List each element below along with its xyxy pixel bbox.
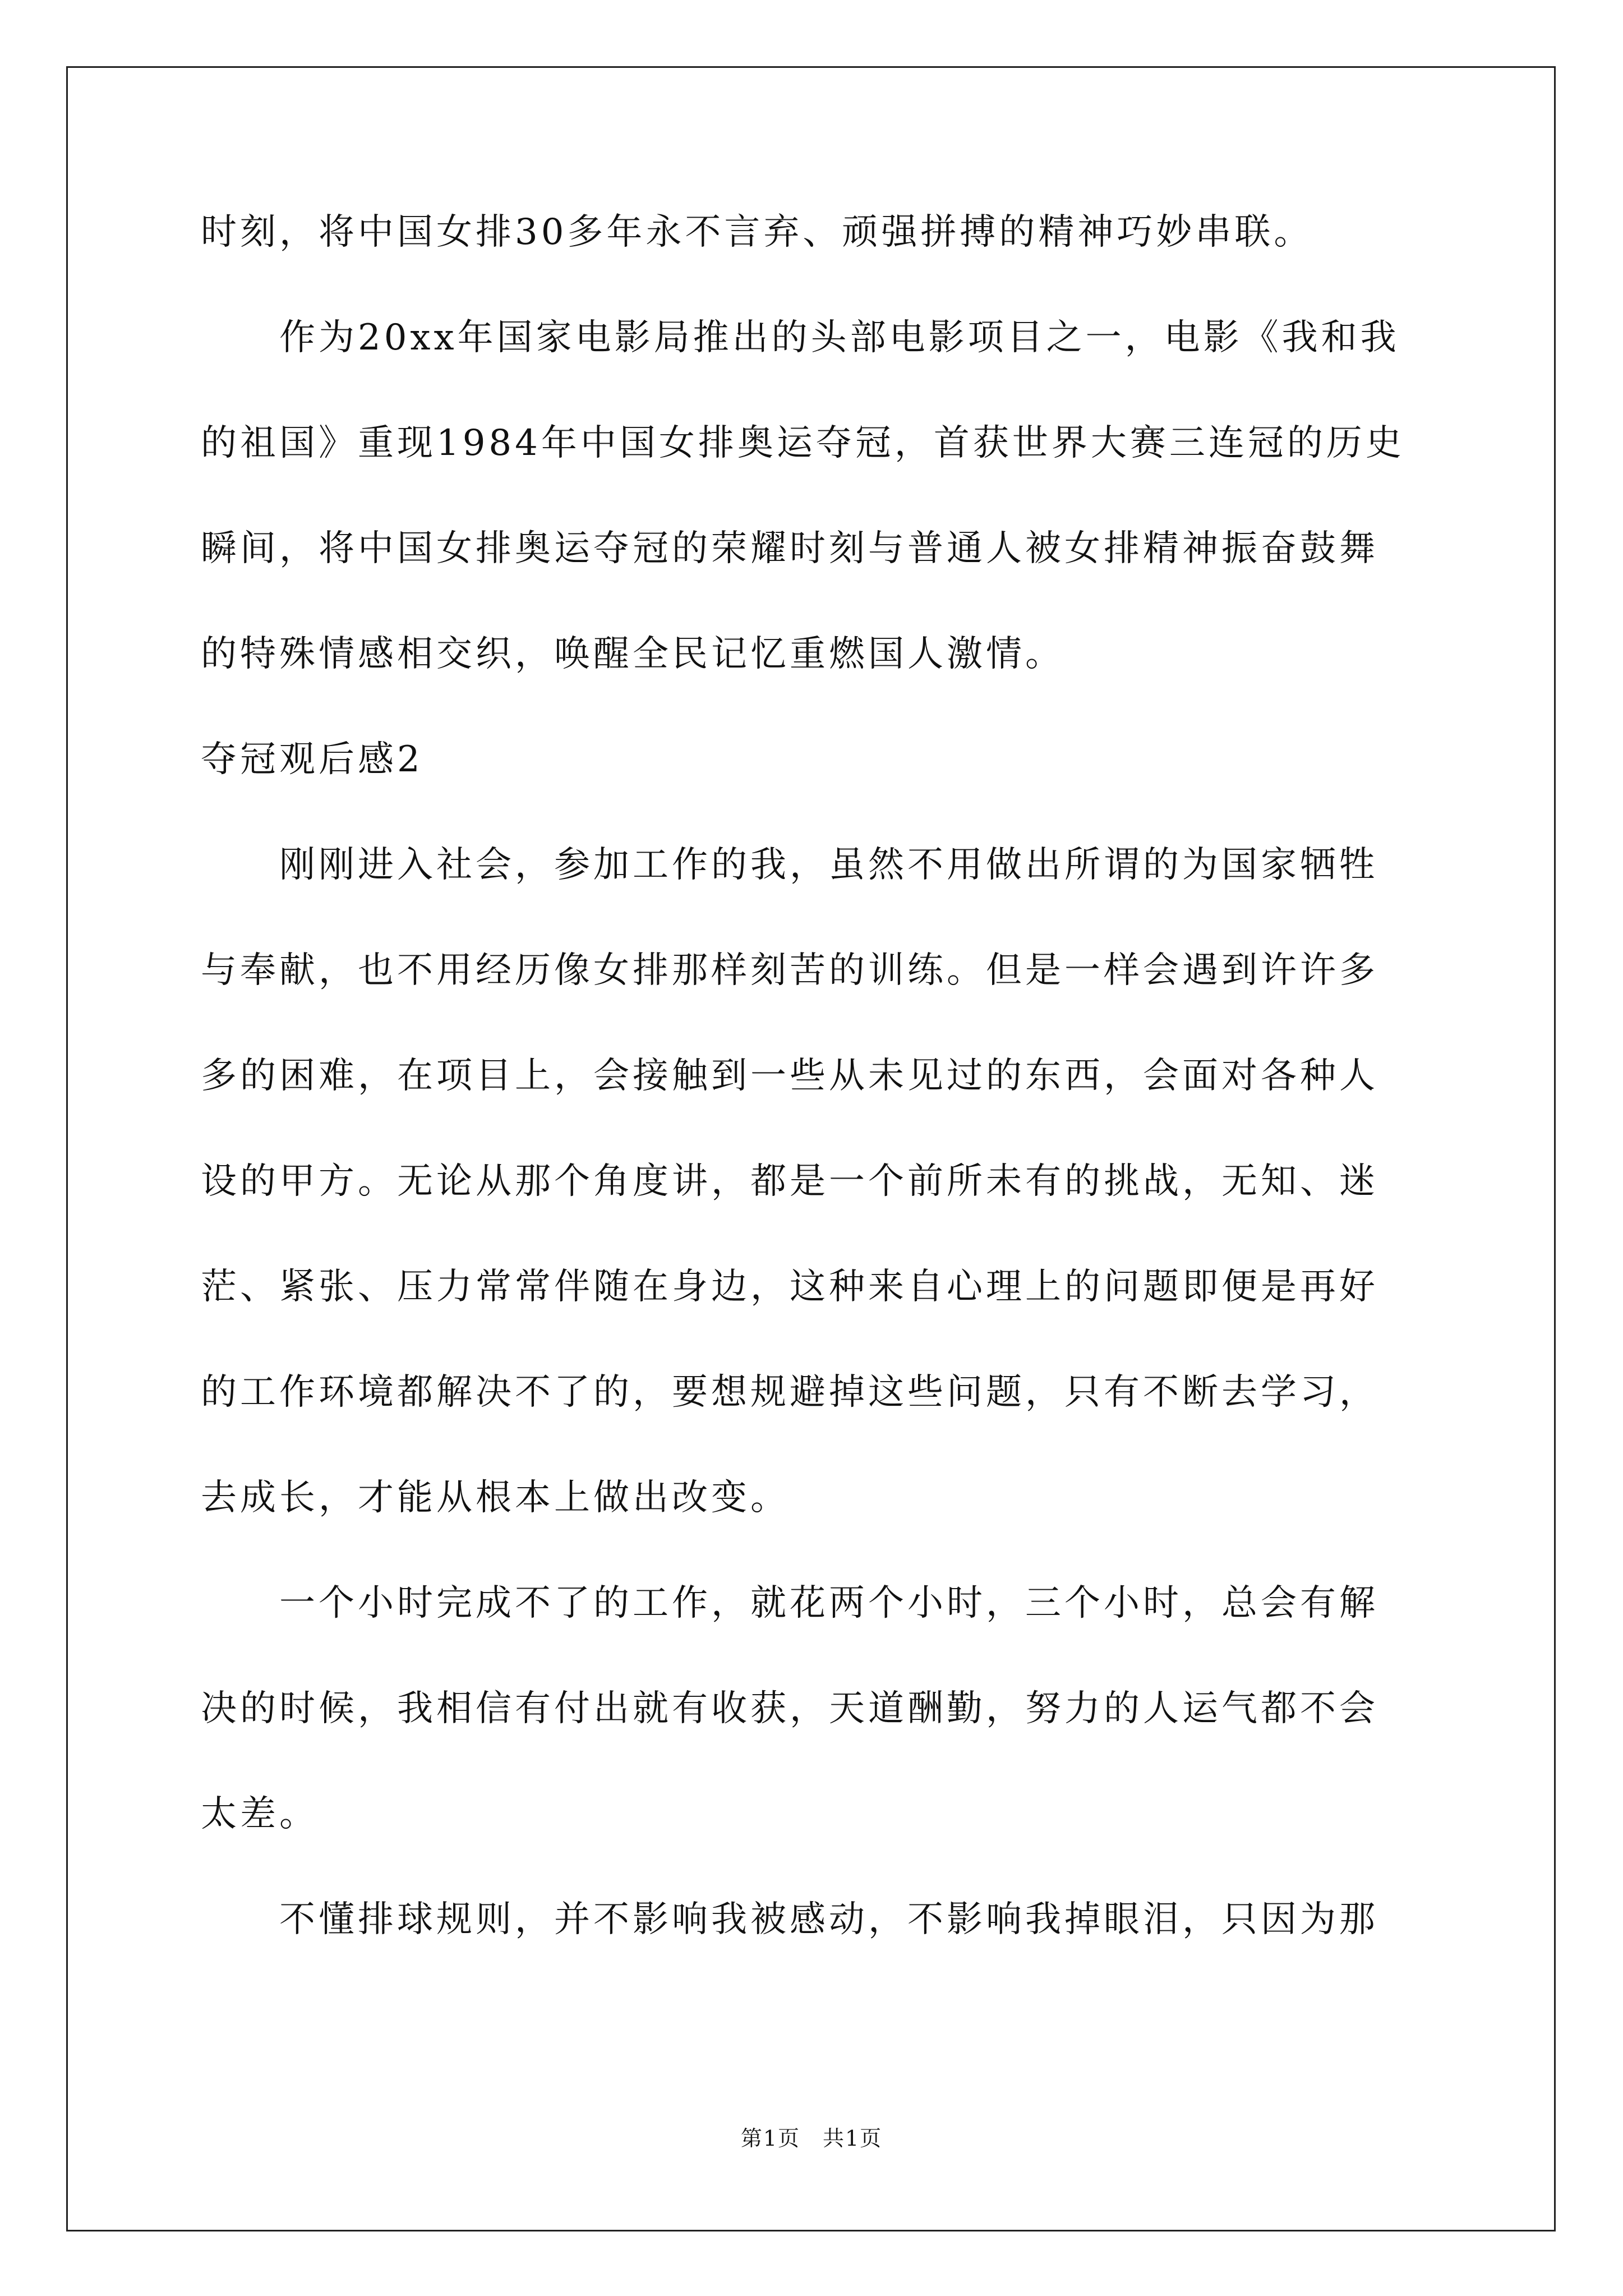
text-line: 多的困难，在项目上，会接触到一些从未见过的东西，会面对各种人 bbox=[201, 1055, 1378, 1097]
text-line: 瞬间，将中国女排奥运夺冠的荣耀时刻与普通人被女排精神振奋鼓舞 bbox=[201, 528, 1378, 569]
paragraph-start-line: 作为20xx年国家电影局推出的头部电影项目之一，电影《我和我 bbox=[279, 317, 1400, 358]
section-heading: 夺冠观后感2 bbox=[201, 739, 423, 780]
page-number-current: 第1页 bbox=[740, 2126, 800, 2151]
page-number-total: 共1页 bbox=[823, 2126, 883, 2151]
text-line: 去成长，才能从根本上做出改变。 bbox=[201, 1477, 790, 1519]
paragraph-start-line: 刚刚进入社会，参加工作的我，虽然不用做出所谓的为国家牺牲 bbox=[279, 844, 1378, 886]
text-line: 太差。 bbox=[201, 1793, 319, 1835]
text-line: 决的时候，我相信有付出就有收获，天道酬勤，努力的人运气都不会 bbox=[201, 1688, 1378, 1729]
text-line: 设的甲方。无论从那个角度讲，都是一个前所未有的挑战，无知、迷 bbox=[201, 1161, 1378, 1202]
page-footer bbox=[0, 2125, 1623, 2152]
paragraph-start-line: 一个小时完成不了的工作，就花两个小时，三个小时，总会有解 bbox=[279, 1582, 1378, 1624]
text-line: 时刻，将中国女排30多年永不言弃、顽强拼搏的精神巧妙串联。 bbox=[201, 211, 1313, 253]
text-line: 的工作环境都解决不了的，要想规避掉这些问题，只有不断去学习， bbox=[201, 1372, 1378, 1413]
paragraph-start-line: 不懂排球规则，并不影响我被感动，不影响我掉眼泪，只因为那 bbox=[279, 1899, 1378, 1940]
text-line: 的祖国》重现1984年中国女排奥运夺冠，首获世界大赛三连冠的历史 bbox=[201, 422, 1405, 464]
text-line: 与奉献，也不用经历像女排那样刻苦的训练。但是一样会遇到许许多 bbox=[201, 950, 1378, 991]
text-line: 的特殊情感相交织，唤醒全民记忆重燃国人激情。 bbox=[201, 633, 1064, 675]
text-line: 茫、紧张、压力常常伴随在身边，这种来自心理上的问题即便是再好 bbox=[201, 1266, 1378, 1308]
